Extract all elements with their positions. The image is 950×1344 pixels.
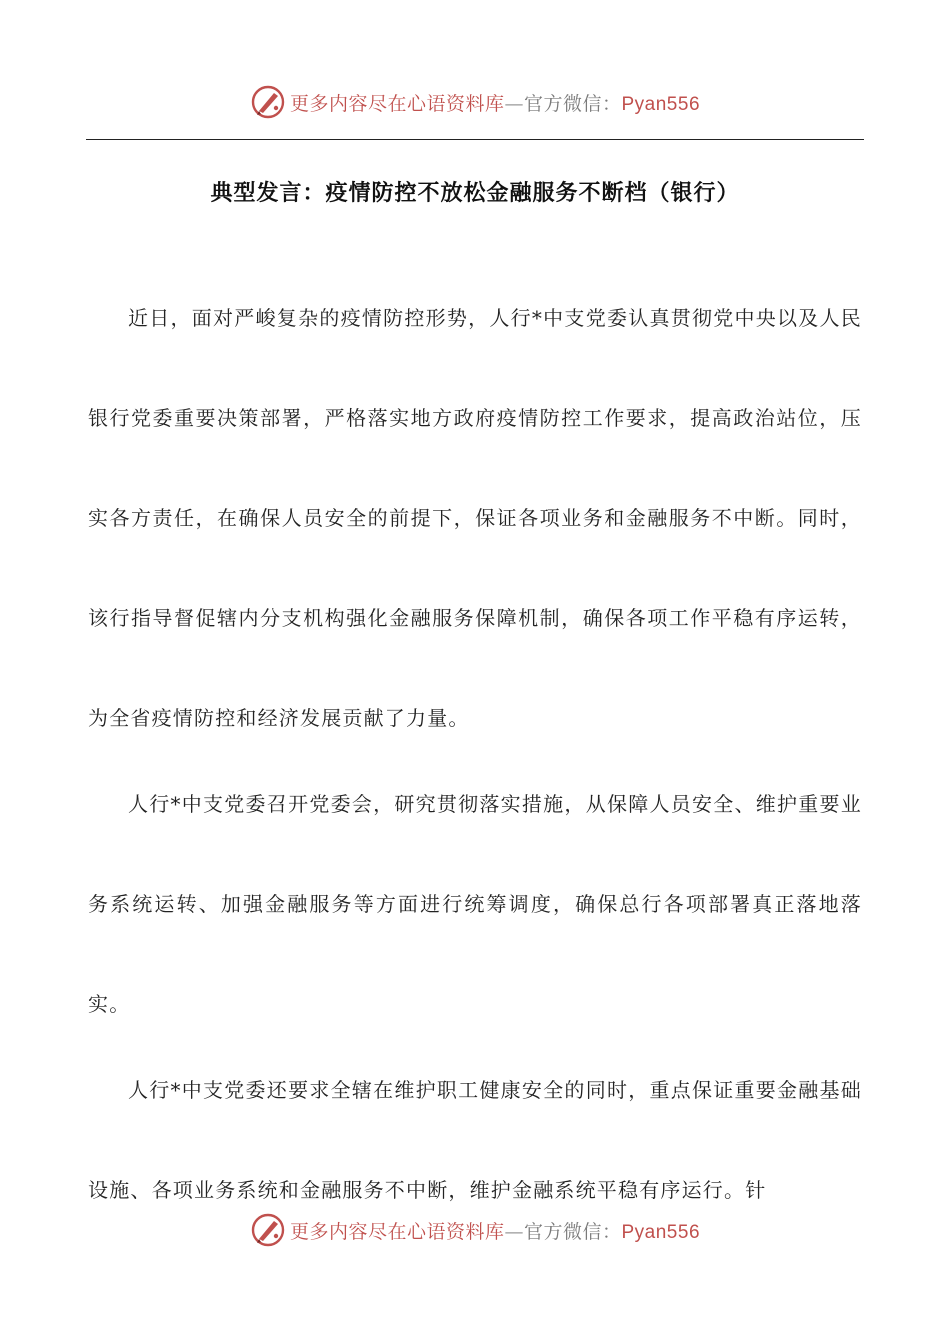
header-brand-text: 更多内容尽在心语资料库: [289, 92, 505, 115]
header-wechat-label: 官方微信：: [523, 92, 622, 115]
footer-wechat-label: 官方微信：: [523, 1220, 622, 1243]
header-dash: —: [504, 92, 524, 115]
header-wechat-id: Pyan556: [621, 93, 701, 115]
footer-wechat-id: Pyan556: [621, 1221, 701, 1243]
header-banner-text: [290, 89, 700, 116]
paragraph-3: 人行*中支党委还要求全辖在维护职工健康安全的同时，重点保证重要金融基础设施、各项业务系统和金融服务不中断，维护金融系统平稳有序运行。针: [88, 1078, 862, 1202]
document-body: [88, 268, 862, 1240]
header-banner: [0, 80, 950, 124]
footer-dash: —: [504, 1220, 524, 1243]
footer-brand-text: 更多内容尽在心语资料库: [289, 1220, 505, 1243]
brand-logo-icon: [250, 84, 286, 120]
document-title: 典型发言：疫情防控不放松金融服务不断档（银行）: [210, 181, 740, 206]
footer-banner-text: [290, 1217, 700, 1244]
brand-logo-icon: [250, 1212, 286, 1248]
header-divider: [86, 139, 864, 140]
paragraph-1: 近日，面对严峻复杂的疫情防控形势，人行*中支党委认真贯彻党中央以及人民银行党委重要决策部署，严格落实地方政府疫情防控工作要求，提高政治站位，压实各方责任，在确保人员安全的前提下，保证各项业务和金融服务不中断。同时，该行指导督促辖内分支机构强化金融服务保障机制，确保各项工作平稳有序运转，为全省疫情防控和经济发展贡献了力量。: [88, 306, 862, 730]
paragraph-2: 人行*中支党委召开党委会，研究贯彻落实措施，从保障人员安全、维护重要业务系统运转、加强金融服务等方面进行统筹调度，确保总行各项部署真正落地落实。: [88, 792, 862, 1016]
footer-banner: [0, 1208, 950, 1252]
